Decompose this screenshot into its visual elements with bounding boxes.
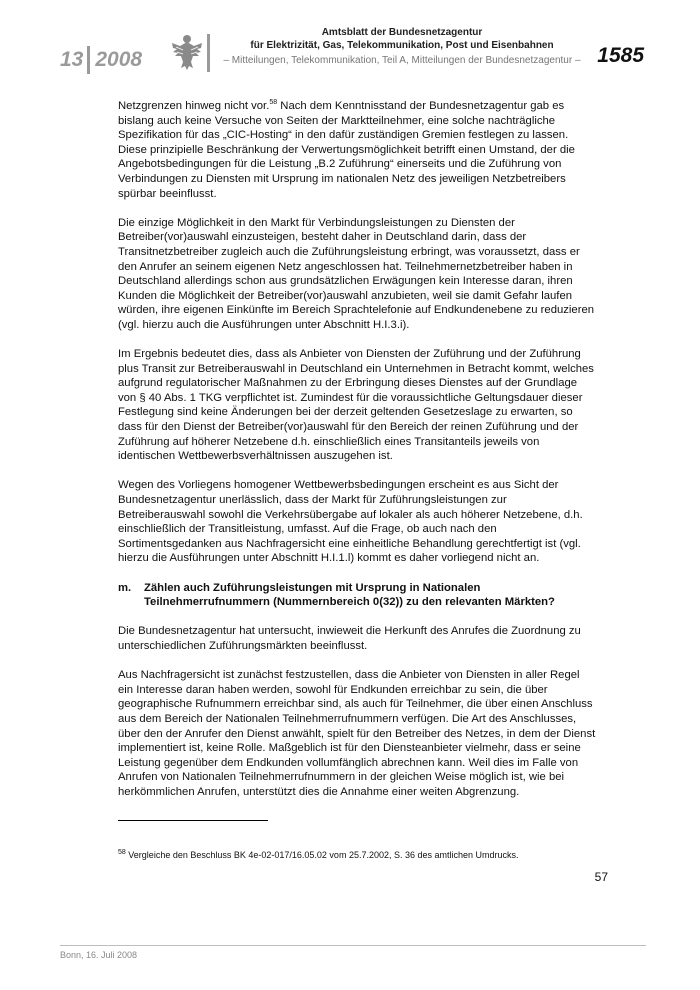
footnote [118, 850, 596, 860]
footer-place-date: Bonn, 16. Juli 2008 [60, 950, 138, 960]
header-divider [207, 34, 210, 72]
section-heading-number: m. [118, 581, 132, 594]
gazette-subtitle: – Mitteilungen, Telekommunikation, Teil A, Mitteilungen der Bundesnetzagentur – [223, 55, 581, 66]
document-page-number: 57 [594, 870, 608, 884]
footnote-number: 58 [118, 849, 126, 856]
issue-divider [87, 46, 90, 74]
federal-eagle-icon [170, 32, 204, 72]
gazette-title-line1: Amtsblatt der Bundesnetzagentur [321, 27, 483, 38]
paragraph-5: Die Bundesnetzagentur hat untersucht, inwieweit die Herkunft des Anrufes die Zuordnung zu unterschiedlichen Zuführungsmärkten beeinflusst. [118, 625, 581, 652]
gazette-page-number: 1585 [597, 44, 644, 67]
issue-year-mark [60, 44, 142, 76]
issue-year: 2008 [95, 48, 143, 71]
main-content [118, 99, 596, 814]
footnote-rule [118, 820, 268, 821]
footnote-text: Vergleiche den Beschluss BK 4e-02-017/16.05.02 vom 25.7.2002, S. 36 des amtlichen Umdrucks. [125, 850, 519, 860]
gazette-title-line2: für Elektrizität, Gas, Telekommunikation, Post und Eisenbahnen [250, 40, 554, 51]
section-heading-text: Zählen auch Zuführungsleistungen mit Ursprung in Nationalen Teilnehmerrufnummern (Nummernbereich 0(32)) zu den relevanten Märkten? [144, 581, 555, 609]
paragraph-1-start: Netzgrenzen hinweg nicht vor. [118, 100, 270, 112]
section-heading-m [118, 581, 596, 610]
paragraph-2: Die einzige Möglichkeit in den Markt für Verbindungsleistungen zu Diensten der Betreiber(vor)auswahl einzusteigen, besteht daher in Deutschland darin, dass der Transitnetzbetreiber zugleich auch die Zuführungsleistung erbringt, was voraussetzt, dass er den Anrufer an seinem eigenen Netz angeschlossen hat. Teilnehmernetzbetreiber haben in Deutschland allerdings schon aus grundsätzlichen Erwägungen kein Interesse daran, ihren Kunden die Möglichkeit der Betreiber(vor)auswahl anzubieten, weil sie damit Gefahr laufen würden, ihre eigenen Einkünfte im Bereich Sprachtelefonie auf Endkundenebene zu reduzieren (vgl. hierzu auch die Ausführungen unter Abschnitt H.I.3.i). [118, 216, 595, 331]
paragraph-3: Im Ergebnis bedeutet dies, dass als Anbieter von Diensten der Zuführung und der Zuführung plus Transit zur Betreiberauswahl in Deutschland ein Unternehmen in Betracht kommt, welches aufgrund regulatorischer Maßnahmen zu der Erbringung dieses Dienstes auf der Grundlage von § 40 Abs. 1 TKG verpflichtet ist. Zumindest für die voraussichtliche Geltungsdauer dieser Festlegung sind keine Änderungen bei der derzeit geltenden Gesetzeslage zu erwarten, so dass für den Dienst der Betreiber(vor)auswahl für den Bereich der reinen Zuführung und der Zuführung auf höherer Netzebene d.h. einschließlich eines Transitanteils jeweils von identischen Wettbewerbsverhältnissen auszugehen ist. [118, 348, 594, 463]
footnote-ref[interactable]: 58 [269, 99, 278, 107]
gazette-title [222, 26, 582, 52]
paragraph-4: Wegen des Vorliegens homogener Wettbewerbsbedingungen erscheint es aus Sicht der Bundesnetzagentur unerlässlich, dass der Markt für Zuführungsleistungen zur Betreiberauswahl sowohl die Verkehrsübergabe auf lokaler als auch höherer Netzebene, d.h. einschließlich der Transitleistung, umfasst. Auf die Frage, ob auch nach den Sortimentsgedanken aus Nachfragersicht eine einheitliche Behandlung gerechtfertigt ist (vgl. hierzu die Ausführungen unter Abschnitt H.I.1.l) kommt es daher vorliegend nicht an. [118, 479, 583, 565]
paragraph-1-rest: Nach dem Kenntnisstand der Bundesnetzagentur gab es bislang auch keine Versuche von Seiten der Marktteilnehmer, eine solche nachträgliche Spezifikation für das „CIC-Hosting“ in den dafür zuständigen Gremien festlegen zu lassen. Diese prinzipielle Beschränkung der Verwertungsmöglichkeit betrifft einen Umstand, der die Angebotsbedingungen für die Leistung „B.2 Zuführung“ einerseits und die Zuführung von Verbindungen zu Diensten mit Ursprung im nationalen Netz des jeweiligen Netzbetreibers spürbar beeinflusst. [118, 100, 575, 200]
footer-rule [60, 945, 646, 946]
paragraph-1 [118, 99, 596, 201]
issue-number: 13 [60, 48, 84, 71]
paragraph-6: Aus Nachfragersicht ist zunächst festzustellen, dass die Anbieter von Diensten in aller Regel ein Interesse daran haben werden, sowohl für Endkunden erreichbar zu sein, die über geographische Rufnummern erreichbar sind, als auch für Teilnehmer, die über einen Anschluss aus dem Bereich der Nationalen Teilnehmerrufnummern verfügen. Die Art des Anschlusses, über den der Anrufer den Dienst anwählt, spielt für den Betreiber des Netzes, in dem der Dienst implementiert ist, keine Rolle. Maßgeblich ist für den Diensteanbieter vielmehr, dass er seine Leistung gegenüber dem Endkunden vollumfänglich abrechnen kann. Weil dies im Falle von Anrufen von Nationalen Teilnehmerrufnummern in der gleichen Weise möglich ist, wie bei herkömmlichen Anrufen, unterstützt dies die Annahme einer weiten Abgrenzung. [118, 669, 596, 798]
